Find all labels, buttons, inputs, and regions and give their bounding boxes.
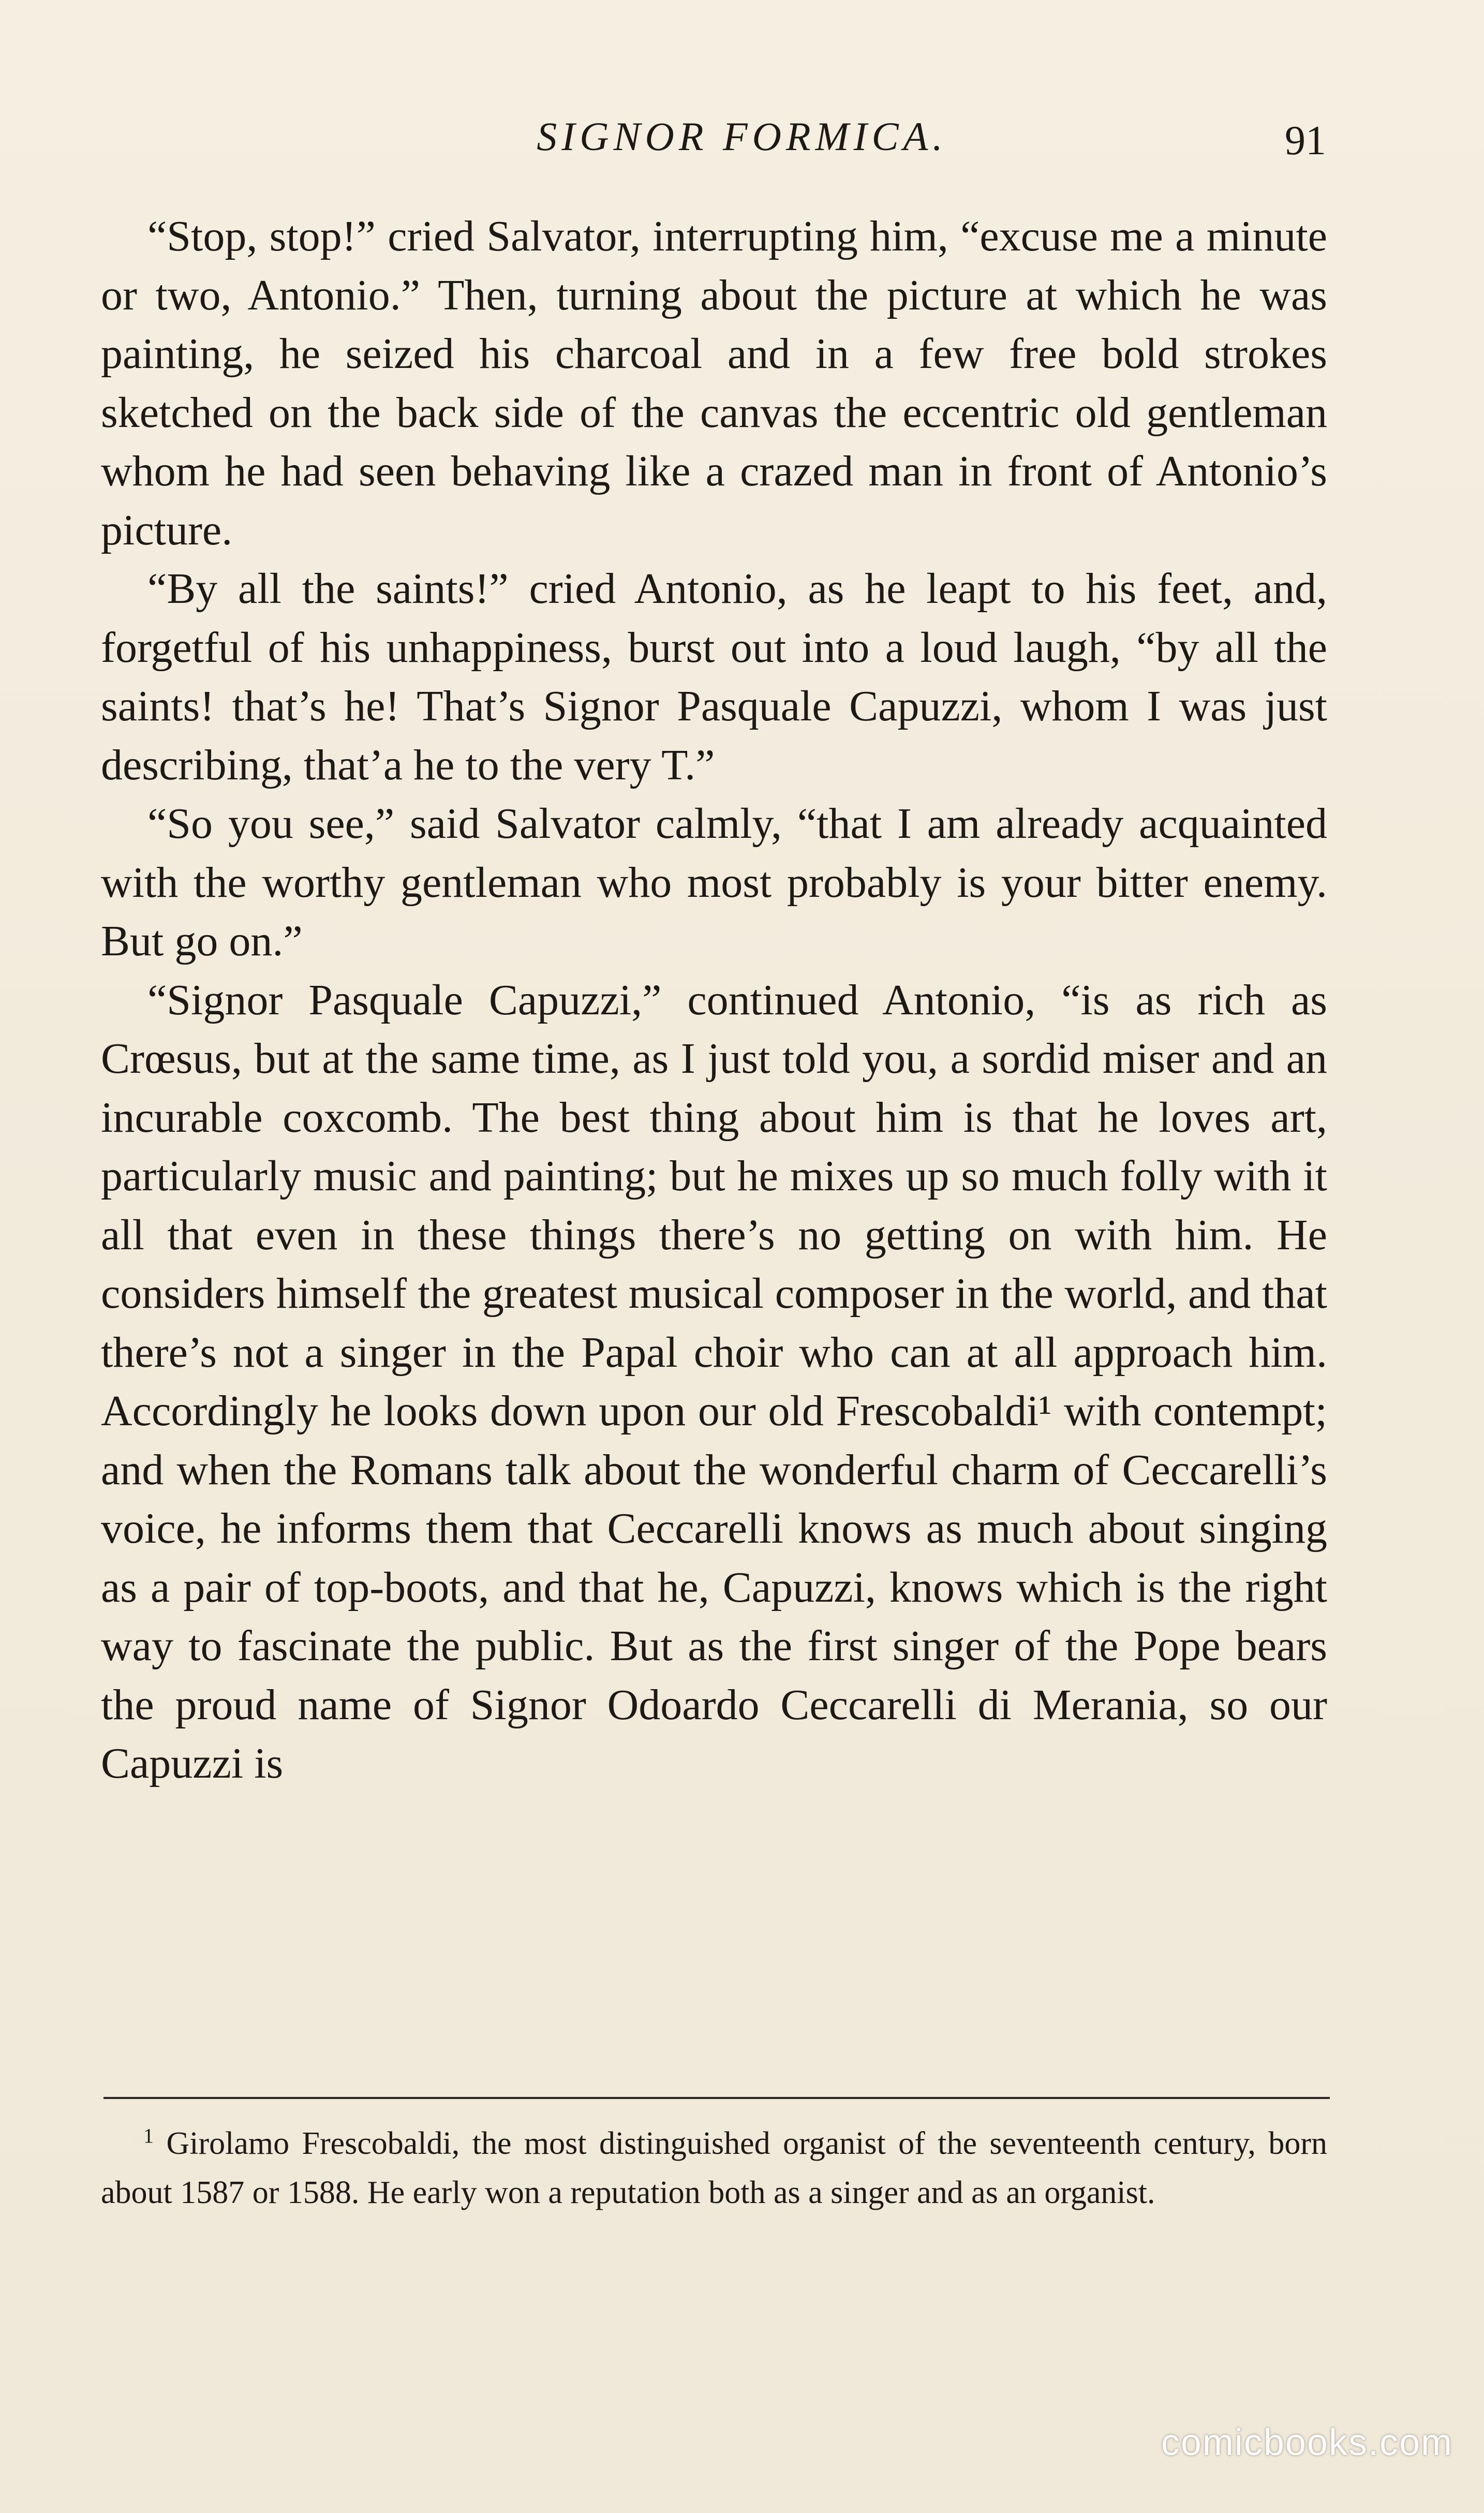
paragraph: “Stop, stop!” cried Salvator, interrupting him, “excuse me a minute or two, Antonio.” Then, turning about the picture at which he was painting, he seized his charcoal and in a few free bold strokes sketched on the back side of the canvas the eccentric old gentleman whom he had seen behaving like a crazed man in front of Antonio’s picture. [101,212,1327,554]
page-number: 91 [1285,118,1326,164]
running-title: SIGNOR FORMICA. [537,114,947,159]
paragraph: “Signor Pasquale Capuzzi,” continued Antonio, “is as rich as Crœsus, but at the same time, as I just told you, a sordid miser and an incurable coxcomb. The best thing about him is that he loves art, particularly music and painting; but he mixes up so much folly with it all that even in these things there’s no getting on with him. He considers himself the greatest musical composer in the world, and that there’s not a singer in the Papal choir who can at all approach him. Accordingly he looks down upon our old Frescobaldi¹ with contempt; and when the Romans talk about the wonderful charm of Ceccarelli’s voice, he informs them that Ceccarelli knows as much about singing as a pair of top-boots, and that he, Capuzzi, knows which is the right way to fascinate the public. But as the first singer of the Pope bears the proud name of Signor Odoardo Ceccarelli di Merania, so our Capuzzi is [101,975,1327,1787]
paragraph: “So you see,” said Salvator calmly, “that I am already acquainted with the worthy gentleman who most probably is your bitter enemy. But go on.” [101,800,1327,965]
footnote [101,2119,1327,2218]
footnote-text: Girolamo Frescobaldi, the most distinguished organist of the seventeenth century, born about 1587 or 1588. He early won a reputation both as a singer and as an organist. [101,2126,1328,2210]
watermark: comicbooks.com [1161,2422,1453,2463]
running-head [0,106,1484,163]
paragraph: “By all the saints!” cried Antonio, as he leapt to his feet, and, forgetful of his unhappiness, burst out into a loud laugh, “by all the saints! that’s he! That’s Signor Pasquale Capuzzi, whom I was just describing, that’a he to the very T.” [101,565,1327,789]
footnote-rule [103,2097,1330,2099]
footnote-marker: 1 [143,2124,154,2148]
body-text [101,207,1327,1793]
